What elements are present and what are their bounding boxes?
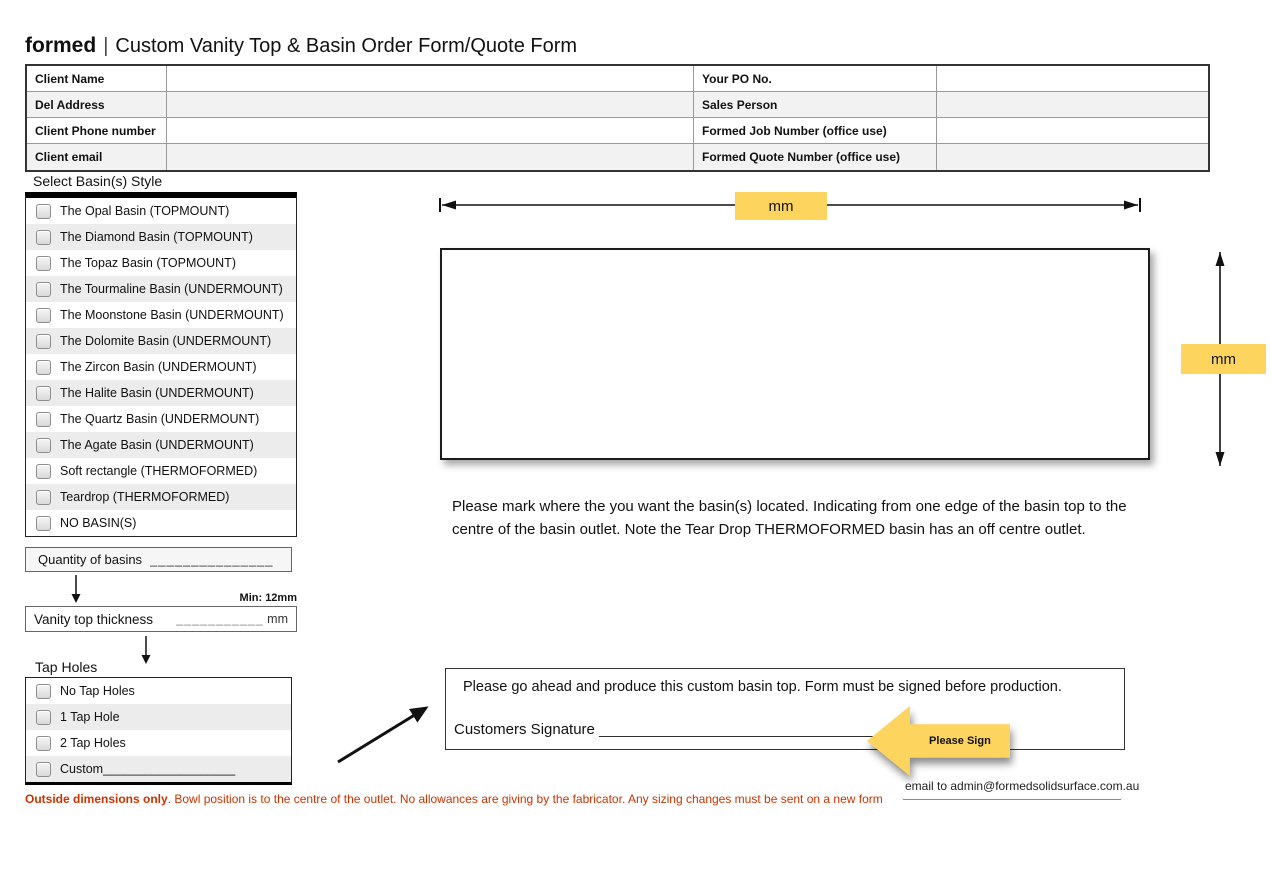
basin-option-row[interactable]	[26, 380, 296, 406]
basin-option-row[interactable]	[26, 484, 296, 510]
tap-option-row[interactable]	[26, 730, 291, 756]
client-email-field[interactable]	[167, 144, 694, 170]
checkbox-icon[interactable]	[36, 516, 51, 531]
tap-holes-list	[25, 677, 292, 785]
checkbox-icon[interactable]	[36, 762, 51, 777]
basin-option-label: The Diamond Basin (TOPMOUNT)	[60, 230, 253, 244]
basin-option-row[interactable]	[26, 328, 296, 354]
email-divider-line	[903, 799, 1121, 800]
tap-option-label: 1 Tap Hole	[60, 710, 120, 724]
thickness-input-area	[176, 612, 288, 626]
basin-option-row[interactable]	[26, 302, 296, 328]
checkbox-icon[interactable]	[36, 464, 51, 479]
basin-option-label: The Moonstone Basin (UNDERMOUNT)	[60, 308, 284, 322]
quantity-blank-line: _______________	[150, 552, 274, 567]
checkbox-icon[interactable]	[36, 230, 51, 245]
outside-dimensions-warning	[25, 792, 883, 806]
tap-holes-heading: Tap Holes	[35, 659, 98, 675]
tap-option-row[interactable]	[26, 704, 291, 730]
basin-option-label: The Halite Basin (UNDERMOUNT)	[60, 386, 254, 400]
checkbox-icon[interactable]	[36, 360, 51, 375]
basin-option-label: The Zircon Basin (UNDERMOUNT)	[60, 360, 257, 374]
height-unit-label: mm	[1211, 350, 1236, 368]
sales-person-field[interactable]	[937, 92, 1208, 118]
pointer-arrow-icon	[332, 692, 444, 770]
checkbox-icon[interactable]	[36, 256, 51, 271]
please-sign-arrow	[867, 706, 1010, 776]
please-sign-label: Please Sign	[929, 735, 991, 747]
basin-option-label: The Agate Basin (UNDERMOUNT)	[60, 438, 254, 452]
checkbox-icon[interactable]	[36, 438, 51, 453]
thickness-unit: mm	[267, 612, 288, 626]
checkbox-icon[interactable]	[36, 308, 51, 323]
basin-option-label: The Opal Basin (TOPMOUNT)	[60, 204, 230, 218]
down-arrow-icon	[140, 636, 152, 664]
basin-layout-canvas[interactable]	[440, 248, 1150, 460]
quote-number-field[interactable]	[937, 144, 1208, 170]
po-no-field[interactable]	[937, 66, 1208, 92]
checkbox-icon[interactable]	[36, 736, 51, 751]
production-statement: Please go ahead and produce this custom basin top. Form must be signed before production.	[463, 679, 1062, 695]
basin-option-label: Teardrop (THERMOFORMED)	[60, 490, 230, 504]
po-no-label: Your PO No.	[694, 66, 937, 92]
checkbox-icon[interactable]	[36, 684, 51, 699]
checkbox-icon[interactable]	[36, 204, 51, 219]
basin-option-label: The Tourmaline Basin (UNDERMOUNT)	[60, 282, 283, 296]
tap-option-row[interactable]	[26, 678, 291, 704]
title-text: Custom Vanity Top & Basin Order Form/Quote Form	[115, 35, 578, 57]
down-arrow-icon	[70, 575, 82, 603]
basin-option-label: NO BASIN(S)	[60, 516, 137, 530]
thickness-label: Vanity top thickness	[34, 611, 154, 627]
del-address-label: Del Address	[27, 92, 167, 118]
client-phone-field[interactable]	[167, 118, 694, 144]
width-mm-field[interactable]	[735, 192, 827, 220]
checkbox-icon[interactable]	[36, 490, 51, 505]
width-unit-label: mm	[768, 197, 794, 215]
warning-bold-text: Outside dimensions only	[25, 792, 168, 806]
job-number-field[interactable]	[937, 118, 1208, 144]
client-name-field[interactable]	[167, 66, 694, 92]
signature-box	[445, 668, 1125, 750]
basin-option-row[interactable]	[26, 458, 296, 484]
checkbox-icon[interactable]	[36, 282, 51, 297]
basin-option-label: The Quartz Basin (UNDERMOUNT)	[60, 412, 260, 426]
vanity-top-thickness-field[interactable]	[25, 606, 297, 632]
page-title	[25, 34, 577, 58]
title-separator: |	[103, 35, 109, 57]
client-info-table	[25, 64, 1210, 172]
quote-number-label: Formed Quote Number (office use)	[694, 144, 937, 170]
basin-option-row[interactable]	[26, 354, 296, 380]
basin-option-row[interactable]	[26, 276, 296, 302]
customer-signature-field[interactable]	[454, 721, 874, 738]
basin-option-row[interactable]	[26, 224, 296, 250]
basin-option-label: Soft rectangle (THERMOFORMED)	[60, 464, 258, 478]
tap-option-row[interactable]	[26, 756, 291, 782]
signature-blank-line: _________________________________	[599, 721, 875, 738]
basin-option-label: The Topaz Basin (TOPMOUNT)	[60, 256, 236, 270]
tap-option-label: No Tap Holes	[60, 684, 135, 698]
tap-option-label: 2 Tap Holes	[60, 736, 126, 750]
basin-option-row[interactable]	[26, 198, 296, 224]
brand-name: formed	[25, 34, 97, 57]
basin-option-label: The Dolomite Basin (UNDERMOUNT)	[60, 334, 272, 348]
checkbox-icon[interactable]	[36, 412, 51, 427]
warning-rest-text: . Bowl position is to the centre of the outlet. No allowances are giving by the fabricator. Any sizing changes must be sent on a new form	[167, 792, 883, 806]
email-instruction: email to admin@formedsolidsurface.com.au	[905, 779, 1140, 793]
basin-option-row[interactable]	[26, 250, 296, 276]
quantity-label: Quantity of basins	[38, 552, 143, 567]
checkbox-icon[interactable]	[36, 334, 51, 349]
thickness-blank-line: ___________	[176, 612, 264, 626]
height-mm-field[interactable]	[1181, 344, 1266, 374]
client-name-label: Client Name	[27, 66, 167, 92]
basin-option-row[interactable]	[26, 406, 296, 432]
client-phone-label: Client Phone number	[27, 118, 167, 144]
basin-style-list	[25, 192, 297, 537]
basin-option-row[interactable]	[26, 510, 296, 536]
job-number-label: Formed Job Number (office use)	[694, 118, 937, 144]
checkbox-icon[interactable]	[36, 710, 51, 725]
checkbox-icon[interactable]	[36, 386, 51, 401]
min-thickness-note: Min: 12mm	[239, 592, 297, 604]
client-email-label: Client email	[27, 144, 167, 170]
tap-option-label: Custom___________________	[60, 762, 236, 776]
sales-person-label: Sales Person	[694, 92, 937, 118]
basin-option-row[interactable]	[26, 432, 296, 458]
del-address-field[interactable]	[167, 92, 694, 118]
quantity-of-basins-field[interactable]	[25, 547, 292, 572]
basin-location-instructions: Please mark where the you want the basin(s) located. Indicating from one edge of the basin top to the centre of the basin outlet. Note the Tear Drop THERMOFORMED basin has an off centre outlet.	[452, 498, 1127, 538]
signature-label: Customers Signature	[454, 721, 595, 738]
basin-style-heading: Select Basin(s) Style	[33, 173, 163, 189]
